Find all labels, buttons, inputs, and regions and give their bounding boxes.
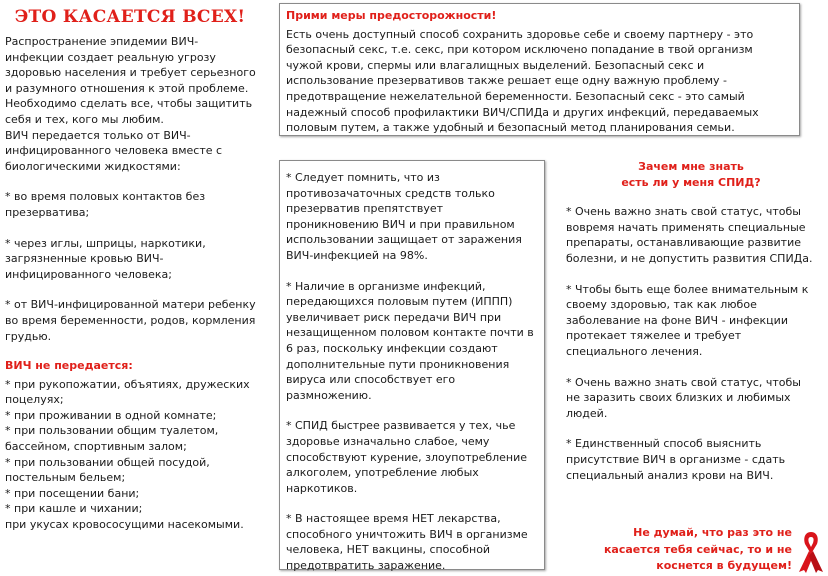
footer-warning [560,525,792,575]
reason-paragraph: * Очень важно знать свой статус, чтобы не заразить своих близких и любимых людей. [566,375,801,420]
reason-paragraph: * Единственный способ выяснить присутствие ВИЧ в организме - сдать специальный анализ крови на ВИЧ. [566,437,786,482]
footer-warning-line: Не думай, что раз это не [633,526,792,539]
transmission-item: * во время половых контактов без презерватива; [5,190,206,219]
fact-paragraph: * Наличие в организме инфекций, передающихся половым путем (ИППП) увеличивает риск передачи ВИЧ при незащищенном половом контакте почти в 6 раз, поскольку инфекции создают дополнительные пути проникновения вируса или способствует его размножению. [286,279,534,402]
fact-paragraph: * СПИД быстрее развивается у тех, чье здоровье изначально слабое, чему способствуют курение, злоупотребление алкоголем, употребление любых наркотиков. [286,419,528,495]
not-transmitted-item: * при пользовании общей посудой, постельным бельем; [5,455,210,485]
not-transmitted-item: * при посещении бани; [5,486,140,500]
red-ribbon-icon [795,528,827,574]
why-know-heading-line: есть ли у меня СПИД? [621,175,761,189]
footer-warning-line: коснется в будущем! [656,559,792,572]
intro-text: Распространение эпидемии ВИЧ-инфекции создает реальную угрозу здоровью населения и требует серьезного и разумного отношения к этой проблеме. Необходимо сделать все, чтобы защитить себя и тех, кого мы любим. [5,35,256,126]
transmission-item: * от ВИЧ-инфицированной матери ребенку во время беременности, родов, кормления грудью. [5,298,256,343]
transmission-item: * через иглы, шприцы, наркотики, загрязненные кровью ВИЧ-инфицированного человека; [5,236,206,281]
precautions-box [279,3,800,136]
not-transmitted-item: при укусах кровососущими насекомыми. [5,518,244,532]
facts-box [279,160,545,573]
not-transmitted-heading: ВИЧ не передается: [5,359,133,373]
footer-warning-line: касается тебя сейчас, то и не [603,542,792,556]
precautions-title: Прими меры предосторожности! [286,9,497,22]
reason-paragraph: * Очень важно знать свой статус, чтобы вовремя начать применять специальные препараты, останавливающие развитие болезни, и не допустить развития СПИДа. [566,205,813,265]
not-transmitted-item: * при пользовании общим туалетом, бассейном, спортивным залом; [5,424,219,454]
why-know-heading [566,159,816,190]
not-transmitted-item: * при кашле и чихании; [5,502,143,516]
fact-paragraph: * В настоящее время НЕТ лекарства, способного уничтожить ВИЧ в организме человека, НЕТ вакцины, способной предотвратить заражение. [286,512,528,573]
right-column [566,159,816,498]
precautions-body: Есть очень доступный способ сохранить здоровье себе и своему партнеру - это безопасный секс, т.е. секс, при котором исключено попадание в твой организм чужой крови, спермы или влагалищных выделений. Безопасный секс и использование презервативов также решает еще одну важную проблему - предотвращение нежелательной беременности. Безопасный секс - это самый надежный способ профилактики ВИЧ/СПИДа и других инфекций, передаваемых половым путем, а также удобный и безопасный метод планирования семьи. [286,27,759,135]
fact-paragraph: * Следует помнить, что из противозачаточных средств только презерватив препятствует проникновению ВИЧ и при правильном использовании защищает от заражения ВИЧ-инфекцией на 98%. [286,171,522,262]
main-title: ЭТО КАСАЕТСЯ ВСЕХ! [14,7,246,27]
not-transmitted-item: * при рукопожатии, объятиях, дружеских поцелуях; [5,377,250,407]
transmission-lead: ВИЧ передается только от ВИЧ-инфицированного человека вместе с биологическими жидкостями: [5,128,223,173]
why-know-heading-line: Зачем мне знать [638,160,744,173]
left-column [5,6,257,533]
reason-paragraph: * Чтобы быть еще более внимательным к своему здоровью, так как любое заболевание на фоне ВИЧ - инфекции протекает тяжелее и требует специального лечения. [566,282,809,358]
not-transmitted-item: * при проживании в одной комнате; [5,408,217,422]
